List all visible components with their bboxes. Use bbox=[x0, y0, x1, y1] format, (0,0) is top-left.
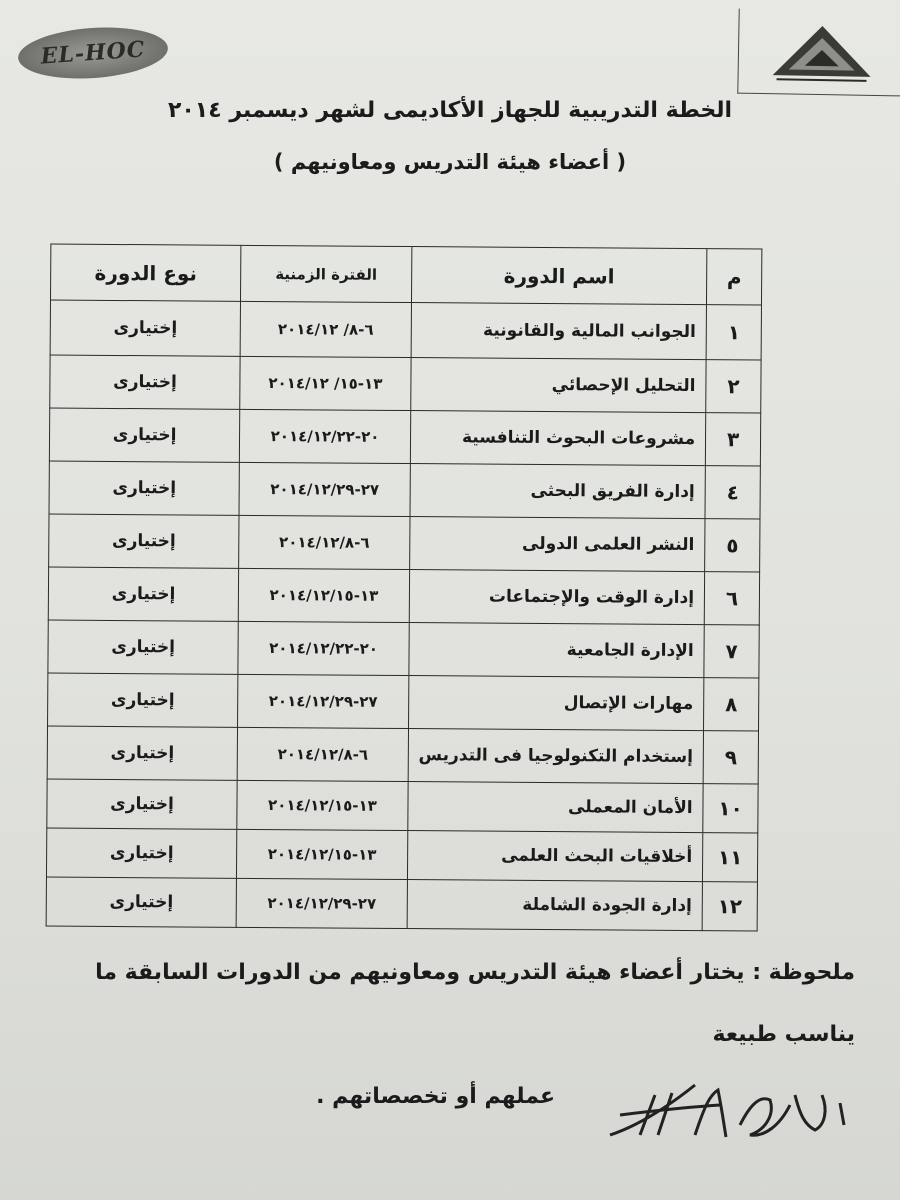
row-num: ٦ bbox=[704, 572, 759, 625]
document-subtitle: ( أعضاء هيئة التدريس ومعاونيهم ) bbox=[273, 150, 627, 174]
row-course-name: إدارة الجودة الشاملة bbox=[407, 880, 703, 931]
table-row bbox=[50, 355, 761, 413]
row-num: ٣ bbox=[705, 413, 760, 466]
handwritten-signature-icon bbox=[600, 1065, 860, 1155]
row-num: ٩ bbox=[703, 731, 758, 784]
row-course-name: مهارات الإتصال bbox=[408, 676, 704, 731]
row-period: ١٣-١٥/ ٢٠١٤/١٢ bbox=[240, 356, 411, 410]
table-row bbox=[47, 726, 758, 784]
row-num: ٨ bbox=[704, 678, 759, 731]
training-plan-table bbox=[46, 244, 763, 932]
table-row bbox=[50, 300, 761, 360]
table-row bbox=[46, 828, 757, 882]
row-course-name: إستخدام التكنولوجيا فى التدريس bbox=[408, 729, 704, 784]
row-course-type: إختيارى bbox=[47, 726, 238, 780]
footnote-line-1: ملحوظة : يختار أعضاء هيئة التدريس ومعاونيهم من الدورات السابقة ما يناسب طبيعة bbox=[95, 960, 855, 1047]
header-course-name: اسم الدورة bbox=[411, 247, 707, 305]
table-row bbox=[48, 673, 759, 731]
row-course-type: إختيارى bbox=[50, 300, 241, 356]
row-num: ١٠ bbox=[703, 784, 758, 833]
row-course-type: إختيارى bbox=[49, 514, 240, 568]
row-course-name: الإدارة الجامعية bbox=[409, 623, 705, 678]
document-title: الخطة التدريبية للجهاز الأكاديمى لشهر ديسمبر ٢٠١٤ bbox=[167, 98, 733, 123]
header-course-type: نوع الدورة bbox=[50, 244, 241, 301]
row-num: ٢ bbox=[706, 360, 761, 413]
row-num: ٥ bbox=[705, 519, 760, 572]
row-period: ٢٧-٢٠١٤/١٢/٢٩ bbox=[239, 462, 410, 516]
row-course-name: أخلاقيات البحث العلمى bbox=[407, 831, 703, 882]
table-row bbox=[49, 514, 760, 572]
row-num: ١٢ bbox=[702, 882, 757, 931]
table-row bbox=[46, 877, 757, 931]
row-course-name: مشروعات البحوث التنافسية bbox=[410, 411, 706, 466]
row-course-type: إختيارى bbox=[46, 877, 237, 927]
row-course-type: إختيارى bbox=[46, 828, 237, 878]
row-period: ٦-٨/ ٢٠١٤/١٢ bbox=[240, 301, 411, 357]
university-logo-box bbox=[737, 9, 900, 97]
row-course-type: إختيارى bbox=[48, 673, 239, 727]
table-row bbox=[49, 461, 760, 519]
table-row bbox=[48, 620, 759, 678]
table-row bbox=[47, 779, 758, 833]
university-emblem-icon bbox=[766, 15, 877, 89]
row-period: ١٣-٢٠١٤/١٢/١٥ bbox=[238, 568, 409, 622]
row-course-name: الأمان المعملى bbox=[408, 782, 704, 833]
row-course-type: إختيارى bbox=[49, 408, 240, 462]
table-row bbox=[49, 408, 760, 466]
row-course-type: إختيارى bbox=[50, 355, 241, 409]
row-course-type: إختيارى bbox=[48, 620, 239, 674]
row-course-name: التحليل الإحصائي bbox=[411, 358, 707, 413]
row-num: ١ bbox=[706, 305, 761, 360]
header-period: الفترة الزمنية bbox=[241, 245, 412, 302]
row-course-name: إدارة الوقت والإجتماعات bbox=[409, 570, 705, 625]
row-period: ١٣-٢٠١٤/١٢/١٥ bbox=[237, 780, 408, 830]
footnote-line-2: عملهم أو تخصصاتهم . bbox=[316, 1084, 555, 1109]
row-course-type: إختيارى bbox=[48, 567, 239, 621]
row-course-name: إدارة الفريق البحثى bbox=[410, 464, 706, 519]
row-course-name: الجوانب المالية والقانونية bbox=[411, 303, 707, 360]
row-num: ١١ bbox=[703, 833, 758, 882]
table-row bbox=[48, 567, 759, 625]
row-course-type: إختيارى bbox=[49, 461, 240, 515]
organization-logo-left bbox=[16, 23, 169, 83]
row-period: ٢٠-٢٠١٤/١٢/٢٢ bbox=[240, 409, 411, 463]
row-num: ٤ bbox=[705, 466, 760, 519]
row-num: ٧ bbox=[704, 625, 759, 678]
row-period: ٦-٢٠١٤/١٢/٨ bbox=[237, 727, 408, 781]
logo-left-text: EL-HOC bbox=[39, 36, 147, 70]
row-period: ١٣-٢٠١٤/١٢/١٥ bbox=[237, 829, 408, 879]
table-header-row bbox=[50, 244, 761, 305]
row-period: ٦-٢٠١٤/١٢/٨ bbox=[239, 515, 410, 569]
row-course-name: النشر العلمى الدولى bbox=[409, 517, 705, 572]
row-period: ٢٧-٢٠١٤/١٢/٢٩ bbox=[236, 878, 407, 928]
row-course-type: إختيارى bbox=[47, 779, 238, 829]
header-num: م bbox=[707, 249, 762, 305]
row-period: ٢٠-٢٠١٤/١٢/٢٢ bbox=[238, 621, 409, 675]
row-period: ٢٧-٢٠١٤/١٢/٢٩ bbox=[238, 674, 409, 728]
